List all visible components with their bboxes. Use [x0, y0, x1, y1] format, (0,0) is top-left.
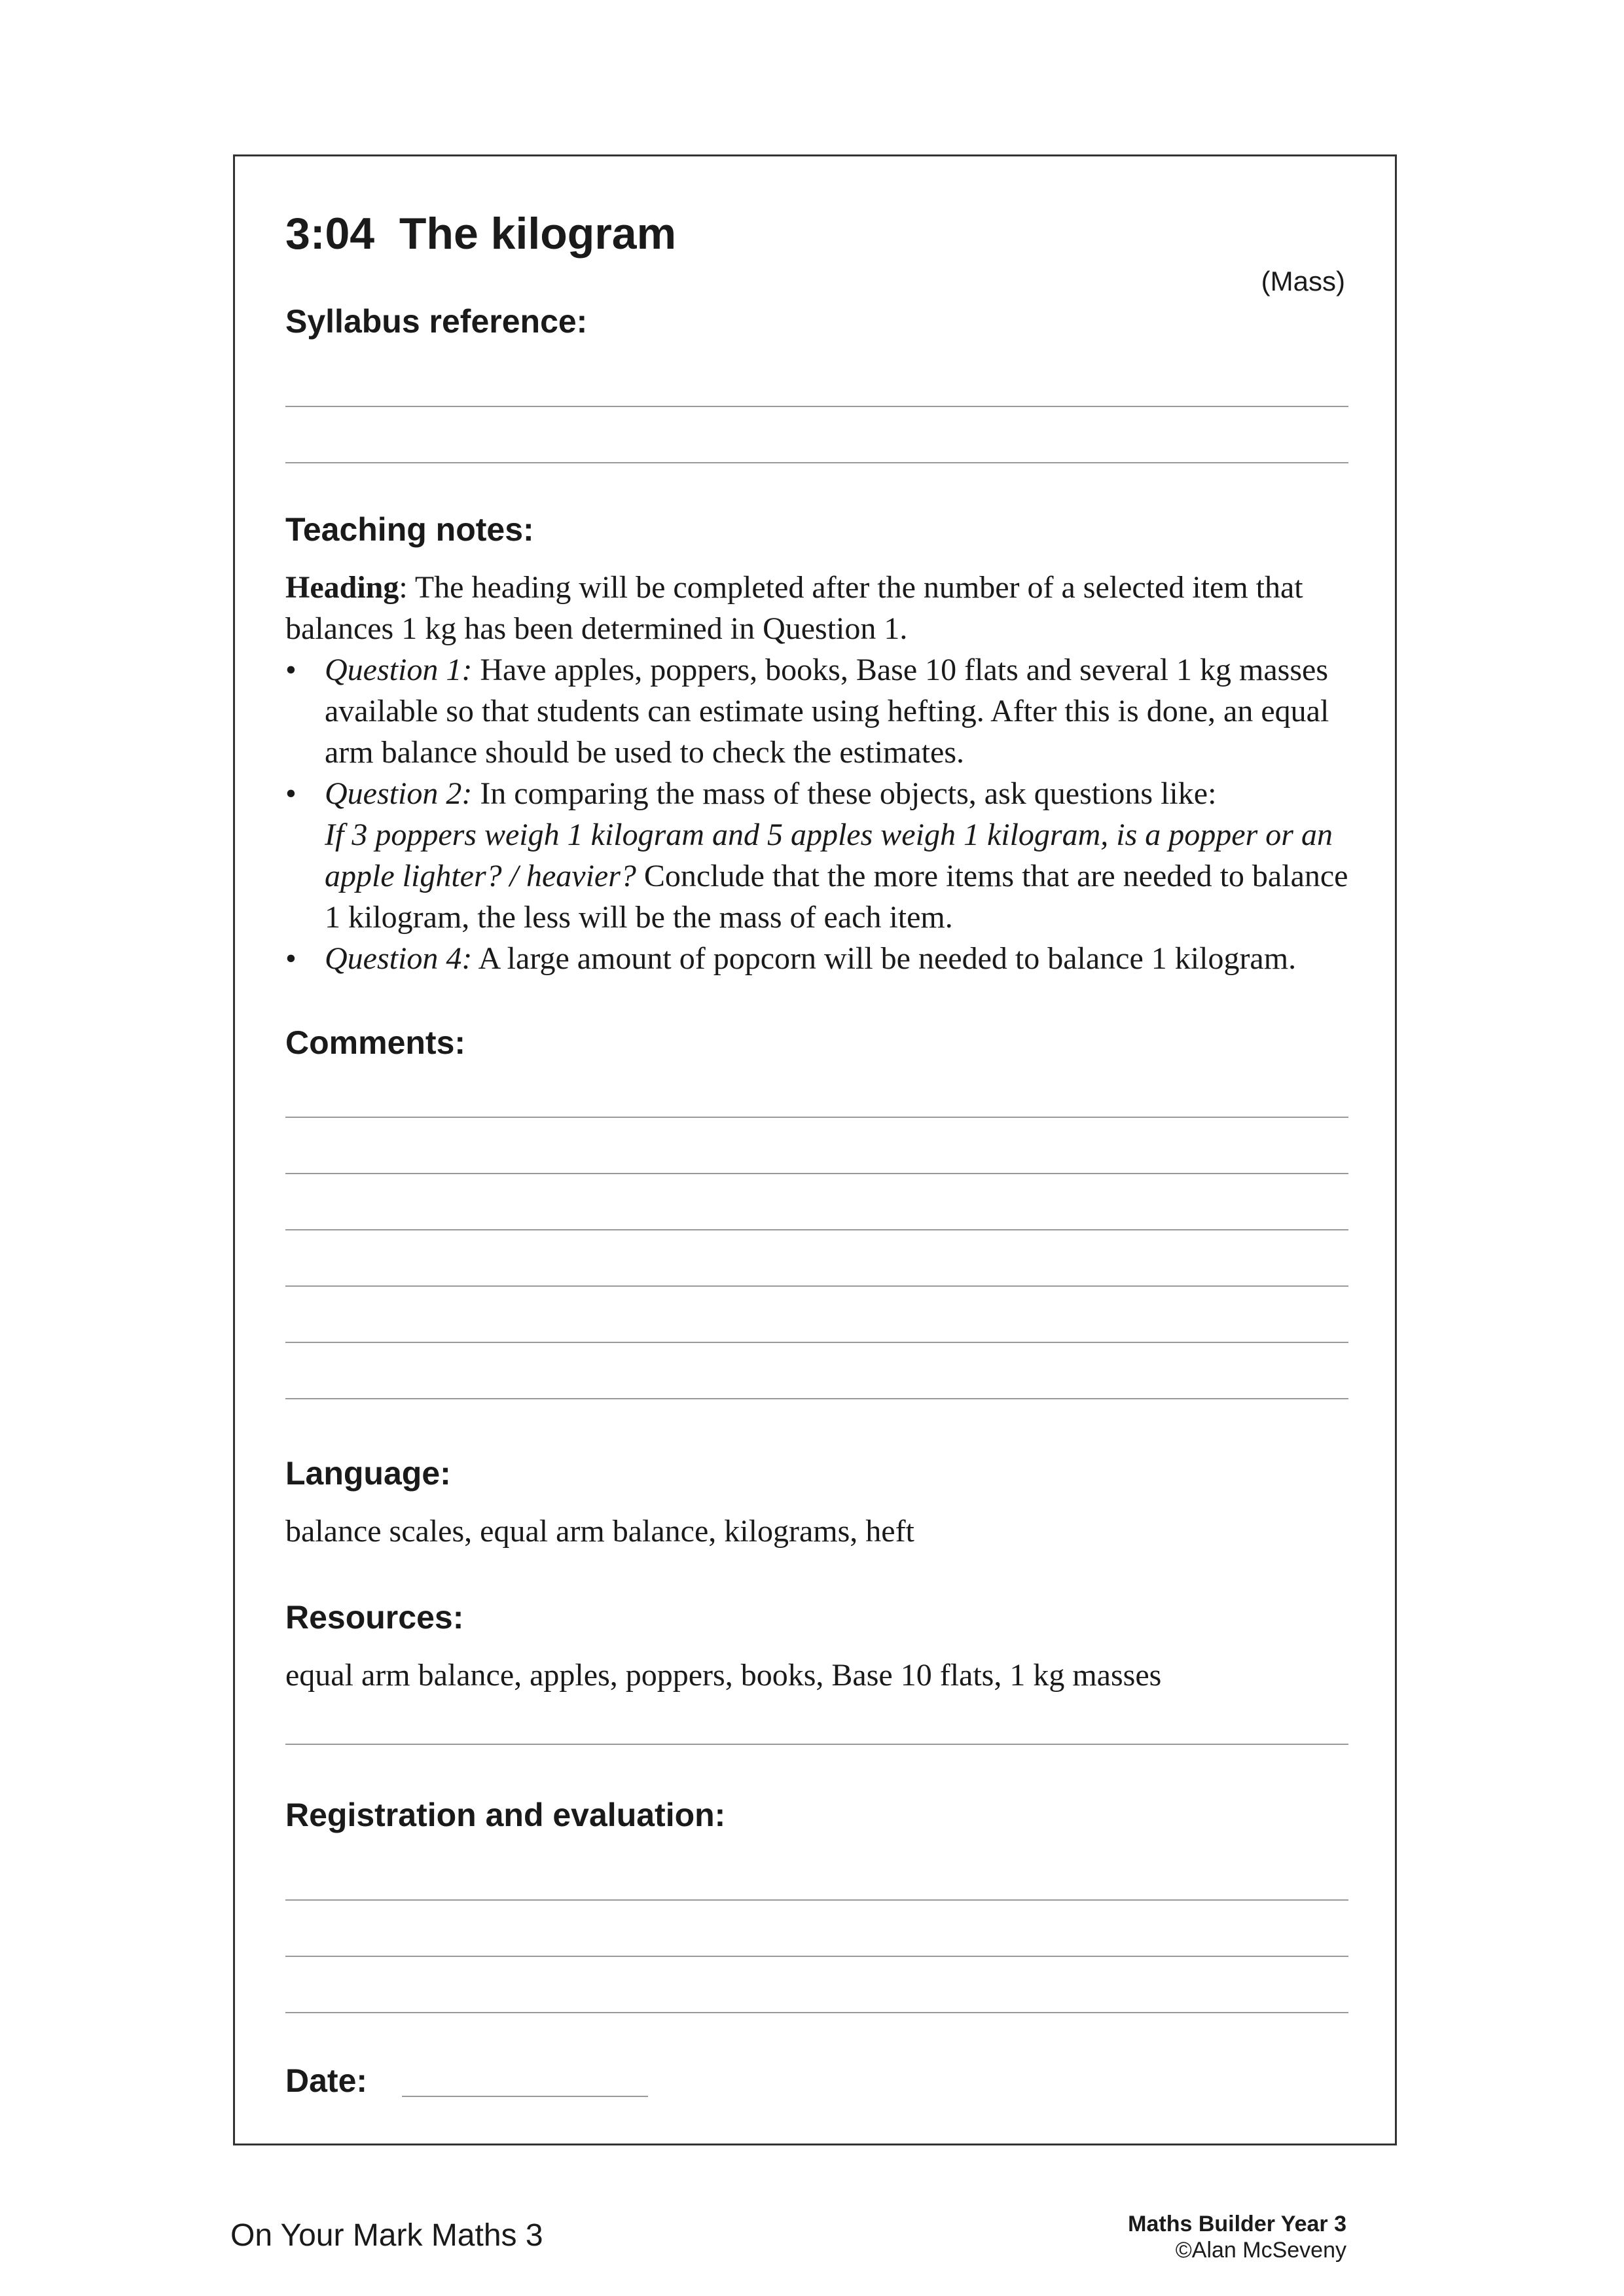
- worksheet-frame: [233, 154, 1397, 2145]
- list-item: [285, 649, 1359, 773]
- notes-question-list: [285, 649, 1359, 979]
- registration-line: [285, 1956, 1348, 1957]
- footer-credits: [1128, 2211, 1346, 2263]
- comment-line: [285, 1173, 1348, 1174]
- registration-heading: Registration and evaluation:: [285, 1797, 726, 1833]
- comment-line: [285, 1398, 1348, 1399]
- registration-line: [285, 2012, 1348, 2013]
- date-label: Date:: [285, 2062, 368, 2099]
- notes-heading-label: Heading: [285, 570, 399, 605]
- comment-line: [285, 1117, 1348, 1118]
- comments-heading: Comments:: [285, 1024, 466, 1061]
- strand-label: (Mass): [1261, 266, 1345, 296]
- question-label: Question 2:: [325, 776, 473, 811]
- date-line: [402, 2096, 648, 2097]
- resources-line: [285, 1744, 1348, 1745]
- bullet-icon: •: [285, 941, 297, 976]
- question-text: A large amount of popcorn will be needed to balance 1 kilogram.: [472, 941, 1297, 976]
- notes-heading-paragraph: [285, 567, 1359, 649]
- resources-heading: Resources:: [285, 1599, 464, 1636]
- registration-line: [285, 1899, 1348, 1901]
- language-text: balance scales, equal arm balance, kilograms, heft: [285, 1514, 914, 1549]
- bullet-icon: •: [285, 776, 297, 811]
- syllabus-heading: Syllabus reference:: [285, 303, 588, 340]
- footer-copyright: ©Alan McSeveny: [1175, 2238, 1346, 2263]
- list-item: [285, 773, 1359, 938]
- teaching-notes-body: [285, 567, 1359, 979]
- question-text: Have apples, poppers, books, Base 10 flats and several 1 kg masses available so that students can estimate using hefting. After this is done, an equal arm balance should be used to check the estimates.: [325, 653, 1329, 770]
- question-text: In comparing the mass of these objects, ask questions like:: [472, 776, 1217, 811]
- footer-series-title: Maths Builder Year 3: [1128, 2212, 1346, 2236]
- resources-text: equal arm balance, apples, poppers, books, Base 10 flats, 1 kg masses: [285, 1658, 1162, 1693]
- bullet-icon: •: [285, 653, 297, 687]
- question-conclusion: Conclude that the more items that are needed to balance 1 kilogram, the less will be the mass of each item.: [325, 859, 1348, 935]
- question-label: Question 4:: [325, 941, 473, 976]
- language-heading: Language:: [285, 1455, 451, 1492]
- syllabus-line-2: [285, 462, 1348, 463]
- teaching-notes-heading: Teaching notes:: [285, 511, 534, 548]
- page-title: 3:04 The kilogram: [285, 209, 677, 259]
- comment-line: [285, 1229, 1348, 1230]
- comment-line: [285, 1285, 1348, 1287]
- question-label: Question 1:: [325, 653, 473, 687]
- list-item: [285, 938, 1359, 979]
- footer-book-title: On Your Mark Maths 3: [230, 2218, 543, 2253]
- notes-heading-text: : The heading will be completed after the number of a selected item that balances 1 kg has been determined in Question 1.: [285, 570, 1303, 646]
- syllabus-line-1: [285, 406, 1348, 407]
- question-example: If 3 poppers weigh 1 kilogram and 5 apples weigh 1 kilogram, is a popper or an apple lighter? / heavier?: [325, 817, 1333, 893]
- comment-line: [285, 1342, 1348, 1343]
